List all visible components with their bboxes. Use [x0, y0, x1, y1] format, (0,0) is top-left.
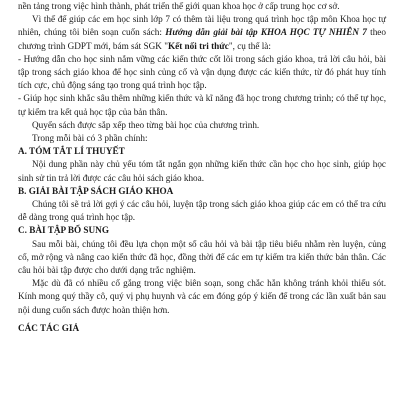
heading-section-c: C. BÀI TẬP BỔ SUNG [18, 225, 109, 236]
textbook-series: Kết nối tri thức [167, 40, 229, 51]
paragraph-purpose [18, 13, 386, 53]
paragraph-intro-continuation: nền tảng trong việc hình thành, phát triển thế giới quan khoa học ở cấp trung học cơ sở. [18, 1, 340, 11]
authors-signature: CÁC TÁC GIẢ [18, 322, 80, 333]
bullet-guidance: - Hướng dẫn cho học sinh nắm vững các kiến thức cốt lõi trong sách giáo khoa, trả lời câu hỏi, bài tập trong sách giáo khoa để học sinh củng cố và vận dụng được các kiến thức, từ đó phát huy tính tích cực, chủ động sáng tạo trong quá trình học tập. [18, 53, 386, 91]
purpose-text-2: theo chương trình GDPT mới, bám sát SGK " [18, 27, 386, 51]
bullet-reinforce: - Giúp học sinh khắc sâu thêm những kiến thức và kĩ năng đã học trong chương trình; có thể tự học, tự kiểm tra kết quả học tập của bản thân. [18, 93, 386, 117]
heading-section-b: B. GIẢI BÀI TẬP SÁCH GIÁO KHOA [18, 185, 174, 196]
paragraph-section-a: Nội dung phần này chủ yếu tóm tắt ngắn gọn những kiến thức cần học cho học sinh, giúp học sinh sử tin trả lời được các câu hỏi sách giáo khoa. [18, 159, 386, 183]
purpose-text-1: Vì thế để giúp các em học sinh lớp 7 có thêm tài liệu trong quá trình học tập môn Khoa học tự nhiên, chúng tôi biên soạn cuốn sách: [18, 14, 386, 38]
paragraph-three-parts: Trong mỗi bài có 3 phần chính: [32, 133, 148, 144]
purpose-text-3: ", cụ thể là: [228, 40, 271, 51]
paragraph-arrangement: Quyển sách được sắp xếp theo từng bài học của chương trình. [32, 119, 260, 130]
book-title: Hướng dẫn giải bài tập KHOA HỌC TỰ NHIÊN 7 [165, 27, 367, 38]
heading-section-a: A. TÓM TẮT LÍ THUYẾT [18, 146, 125, 157]
paragraph-closing: Mặc dù đã có nhiều cố gắng trong việc biên soạn, song chắc hẳn không tránh khỏi thiếu sót. Kính mong quý thầy cô, quý vị phụ huynh và các em đóng góp ý kiến để trong các lần xuất bản sau nội dung cuốn sách được hoàn thiện hơn. [18, 278, 386, 315]
paragraph-section-c: Sau mỗi bài, chúng tôi đều lựa chọn một số câu hỏi và bài tập tiêu biểu nhằm rèn luyện, củng cố, mở rộng và nâng cao kiến thức đã học, đồng thời để các em tự kiểm tra kiến thức bản thân. Các câu hỏi bài tập được cho dưới dạng trắc nghiệm. [18, 238, 386, 276]
paragraph-section-b: Chúng tôi sẽ trả lời gợi ý các câu hỏi, luyện tập trong sách giáo khoa giúp các em có thể tra cứu dễ dàng trong quá trình học tập. [18, 199, 386, 223]
